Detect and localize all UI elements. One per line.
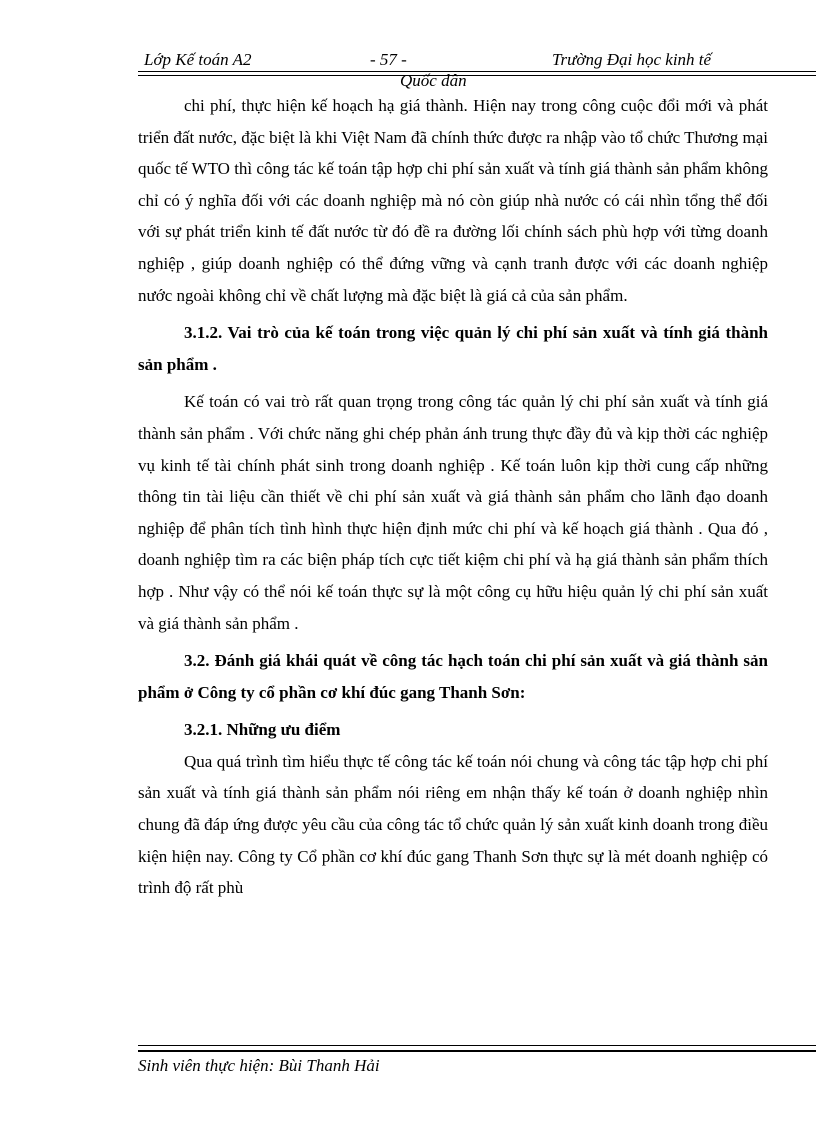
header-class-name: Lớp Kế toán A2 bbox=[144, 50, 252, 69]
page-number: - 57 - bbox=[370, 50, 407, 69]
page-body bbox=[138, 90, 768, 904]
header-university: Trường Đại học kinh tế bbox=[552, 50, 712, 69]
footer-author: Sinh viên thực hiện: Bùi Thanh Hải bbox=[138, 1056, 380, 1075]
page-header bbox=[138, 50, 816, 72]
section-heading-3-2: 3.2. Đánh giá khái quát về công tác hạch toán chi phí sản xuất và giá thành sản phẩm ở Công ty cổ phần cơ khí đúc gang Thanh Sơn: bbox=[138, 651, 768, 702]
paragraph-advantages: Qua quá trình tìm hiểu thực tế công tác kế toán nói chung và công tác tập hợp chi phí sản xuất và tính giá thành sản phẩm nói riêng em nhận thấy kế toán ở doanh nghiệp nhìn chung đã đáp ứng được yêu cầu của công tác tổ chức quản lý sản xuất kinh doanh trong điều kiện hiện nay. Công ty Cổ phần cơ khí đúc gang Thanh Sơn thực sự là mét doanh nghiệp có trình độ rất phù bbox=[138, 751, 768, 898]
header-university-cont: Quốc dân bbox=[400, 71, 467, 90]
section-heading-3-1-2: 3.1.2. Vai trò của kế toán trong việc quản lý chi phí sản xuất và tính giá thành sản phẩm . bbox=[138, 323, 768, 374]
section-heading-3-2-1: 3.2.1. Những ưu điểm bbox=[184, 720, 341, 740]
paragraph-intro-cont: chi phí, thực hiện kế hoạch hạ giá thành. Hiện nay trong công cuộc đổi mới và phát triển đất nước, đặc biệt là khi Việt Nam đã chính thức được ra nhập vào tổ chức Thương mại quốc tế WTO thì công tác kế toán tập hợp chi phí sản xuất và tính giá thành sản phẩm không chỉ có ý nghĩa đối với các doanh nghiệp mà nó còn giúp nhà nước có cái nhìn tổng thể đối với sự phát triển kinh tế đất nước từ đó đề ra đường lối chính sách phù hợp với từng doanh nghiệp , giúp doanh nghiệp có thể đứng vững và cạnh tranh được với các doanh nghiệp nước ngoài không chỉ về chất lượng mà đặc biệt là giá cả của sản phẩm. bbox=[138, 96, 768, 305]
header-divider bbox=[138, 71, 816, 76]
footer-divider bbox=[138, 1045, 816, 1052]
paragraph-role-of-accounting: Kế toán có vai trò rất quan trọng trong công tác quản lý chi phí sản xuất và tính giá thành sản phẩm . Với chức năng ghi chép phản ánh trung thực đầy đủ và kịp thời các nghiệp vụ kinh tế tài chính phát sinh trong doanh nghiệp . Kế toán luôn kịp thời cung cấp những thông tin tài liệu cần thiết về chi phí sản xuất và giá thành sản phẩm cho lãnh đạo doanh nghiệp để phân tích tình hình thực hiện định mức chi phí và kế hoạch giá thành . Qua đó , doanh nghiệp tìm ra các biện pháp tích cực tiết kiệm chi phí và hạ giá thành sản phẩm thích hợp . Như vậy có thể nói kế toán thực sự là một công cụ hữu hiệu quản lý chi phí sản xuất và giá thành sản phẩm . bbox=[138, 392, 768, 633]
